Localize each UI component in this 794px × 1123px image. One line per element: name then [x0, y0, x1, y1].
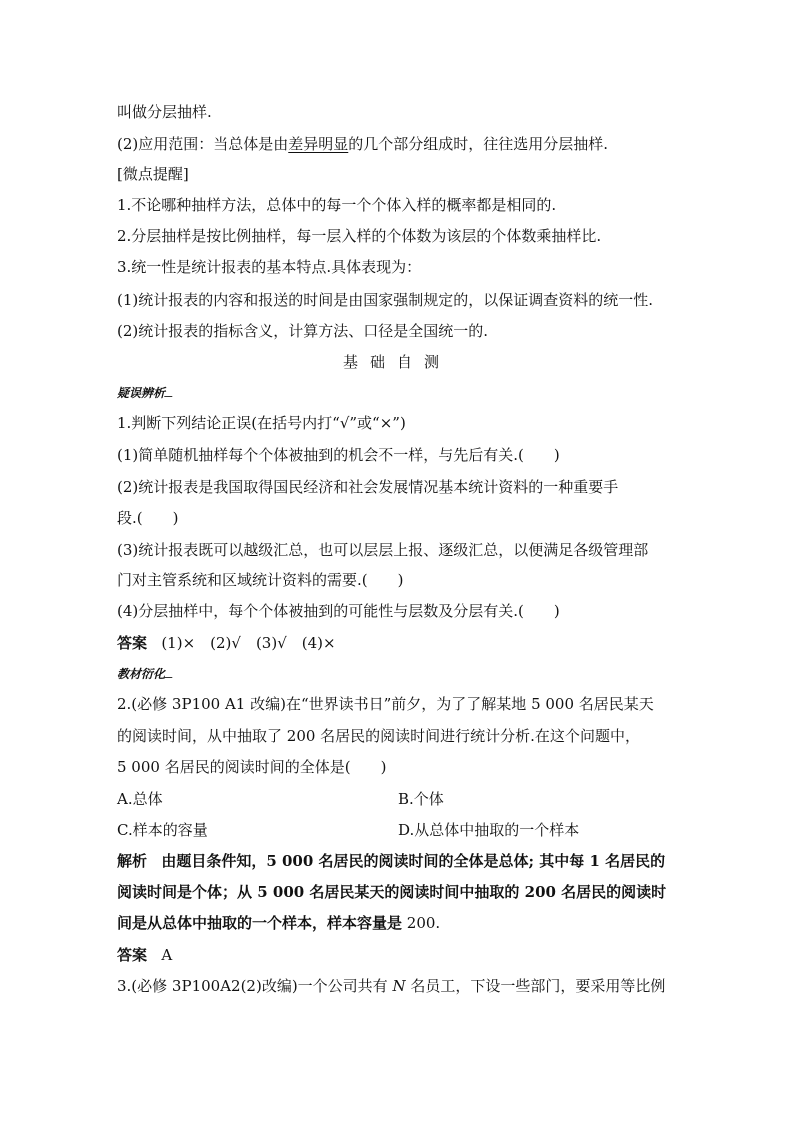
- underlined-term: 差异明显: [288, 135, 349, 153]
- question-2-option-d: D.从总体中抽取的一个样本: [398, 821, 580, 839]
- tag-label: 教材衍化: [117, 667, 166, 681]
- question-2-analysis-1: [117, 851, 665, 871]
- analysis-text: 200.: [402, 914, 441, 932]
- section-tag-textbook: [117, 666, 174, 682]
- tag-label: 疑误辨析: [117, 386, 166, 400]
- question-1-item-2-cont: 段.( ): [117, 509, 179, 527]
- question-1-item-3: (3)统计报表既可以越级汇总，也可以层层上报、逐级汇总，以便满足各级管理部: [117, 541, 649, 559]
- question-1-item-3-cont: 门对主管系统和区域统计资料的需要.( ): [117, 571, 404, 589]
- question-2-analysis-2: 阅读时间是个体；从 5 000 名居民某天的阅读时间中抽取的 200 名居民的阅读时: [117, 883, 667, 901]
- answer-value: A: [161, 946, 173, 964]
- tip-item-1: 1.不论哪种抽样方法，总体中的每一个个体入样的概率都是相同的.: [117, 196, 557, 214]
- question-2-option-c: C.样本的容量: [117, 821, 208, 839]
- question-2-option-b: B.个体: [398, 790, 444, 808]
- application-scope-line: [117, 134, 608, 154]
- tip-item-3-detail-2: (2)统计报表的指标含义，计算方法、口径是全国统一的.: [117, 322, 489, 340]
- section-title: 基础自测: [342, 353, 451, 371]
- text-segment: 名员工，下设一些部门，要采用等比例: [405, 977, 666, 995]
- tip-item-3-detail-1: (1)统计报表的内容和报送的时间是由国家强制规定的，以保证调查资料的统一性.: [117, 291, 654, 309]
- tip-item-2: 2.分层抽样是按比例抽样，每一层入样的个体数为该层的个体数乘抽样比.: [117, 227, 602, 245]
- text-segment: (2)应用范围：当总体是由: [117, 135, 289, 153]
- answer-label: 答案: [117, 634, 148, 652]
- question-1-item-1: (1)简单随机抽样每个个体被抽到的机会不一样，与先后有关.( ): [117, 446, 560, 464]
- question-2-stem-1: 2.(必修 3P100 A1 改编)在“世界读书日”前夕，为了了解某地 5 000 名居民某天: [117, 695, 654, 713]
- analysis-text: 间是从总体中抽取的一个样本，样本容量是: [117, 914, 403, 932]
- answer-value: (1)× (2)√ (3)√ (4)×: [161, 634, 336, 652]
- text-segment: 的几个部分组成时，往往选用分层抽样.: [348, 135, 609, 153]
- question-1-item-2: (2)统计报表是我国取得国民经济和社会发展情况基本统计资料的一种重要手: [117, 478, 619, 496]
- question-2-analysis-3: [117, 913, 440, 933]
- question-2-stem-2: 的阅读时间，从中抽取了 200 名居民的阅读时间进行统计分析.在这个问题中，: [117, 727, 640, 745]
- question-1-item-4: (4)分层抽样中，每个个体被抽到的可能性与层数及分层有关.( ): [117, 602, 560, 620]
- question-1-answer: [117, 633, 336, 653]
- question-3-stem-1: [117, 976, 665, 996]
- tip-item-3: 3.统一性是统计报表的基本特点.具体表现为：: [117, 258, 422, 276]
- question-2-option-a: A.总体: [117, 790, 163, 808]
- analysis-label: 解析: [117, 852, 148, 870]
- question-2-stem-3: 5 000 名居民的阅读时间的全体是( ): [117, 758, 387, 776]
- text-segment: 3.(必修 3P100A2(2)改编)一个公司共有: [117, 977, 393, 995]
- analysis-text: 由题目条件知，5 000 名居民的阅读时间的全体是总体; 其中每 1 名居民的: [161, 852, 666, 870]
- tips-heading: [微点提醒]: [117, 165, 189, 183]
- text-line: 叫做分层抽样.: [117, 103, 212, 121]
- tag-underline-mark: [164, 671, 176, 678]
- question-2-answer: [117, 945, 172, 965]
- variable-n: N: [392, 977, 406, 995]
- answer-label: 答案: [117, 946, 148, 964]
- section-tag-misconception: [117, 385, 174, 401]
- tag-underline-mark: [164, 390, 176, 397]
- question-1-stem: 1.判断下列结论正误(在括号内打“√”或“×”): [117, 414, 406, 432]
